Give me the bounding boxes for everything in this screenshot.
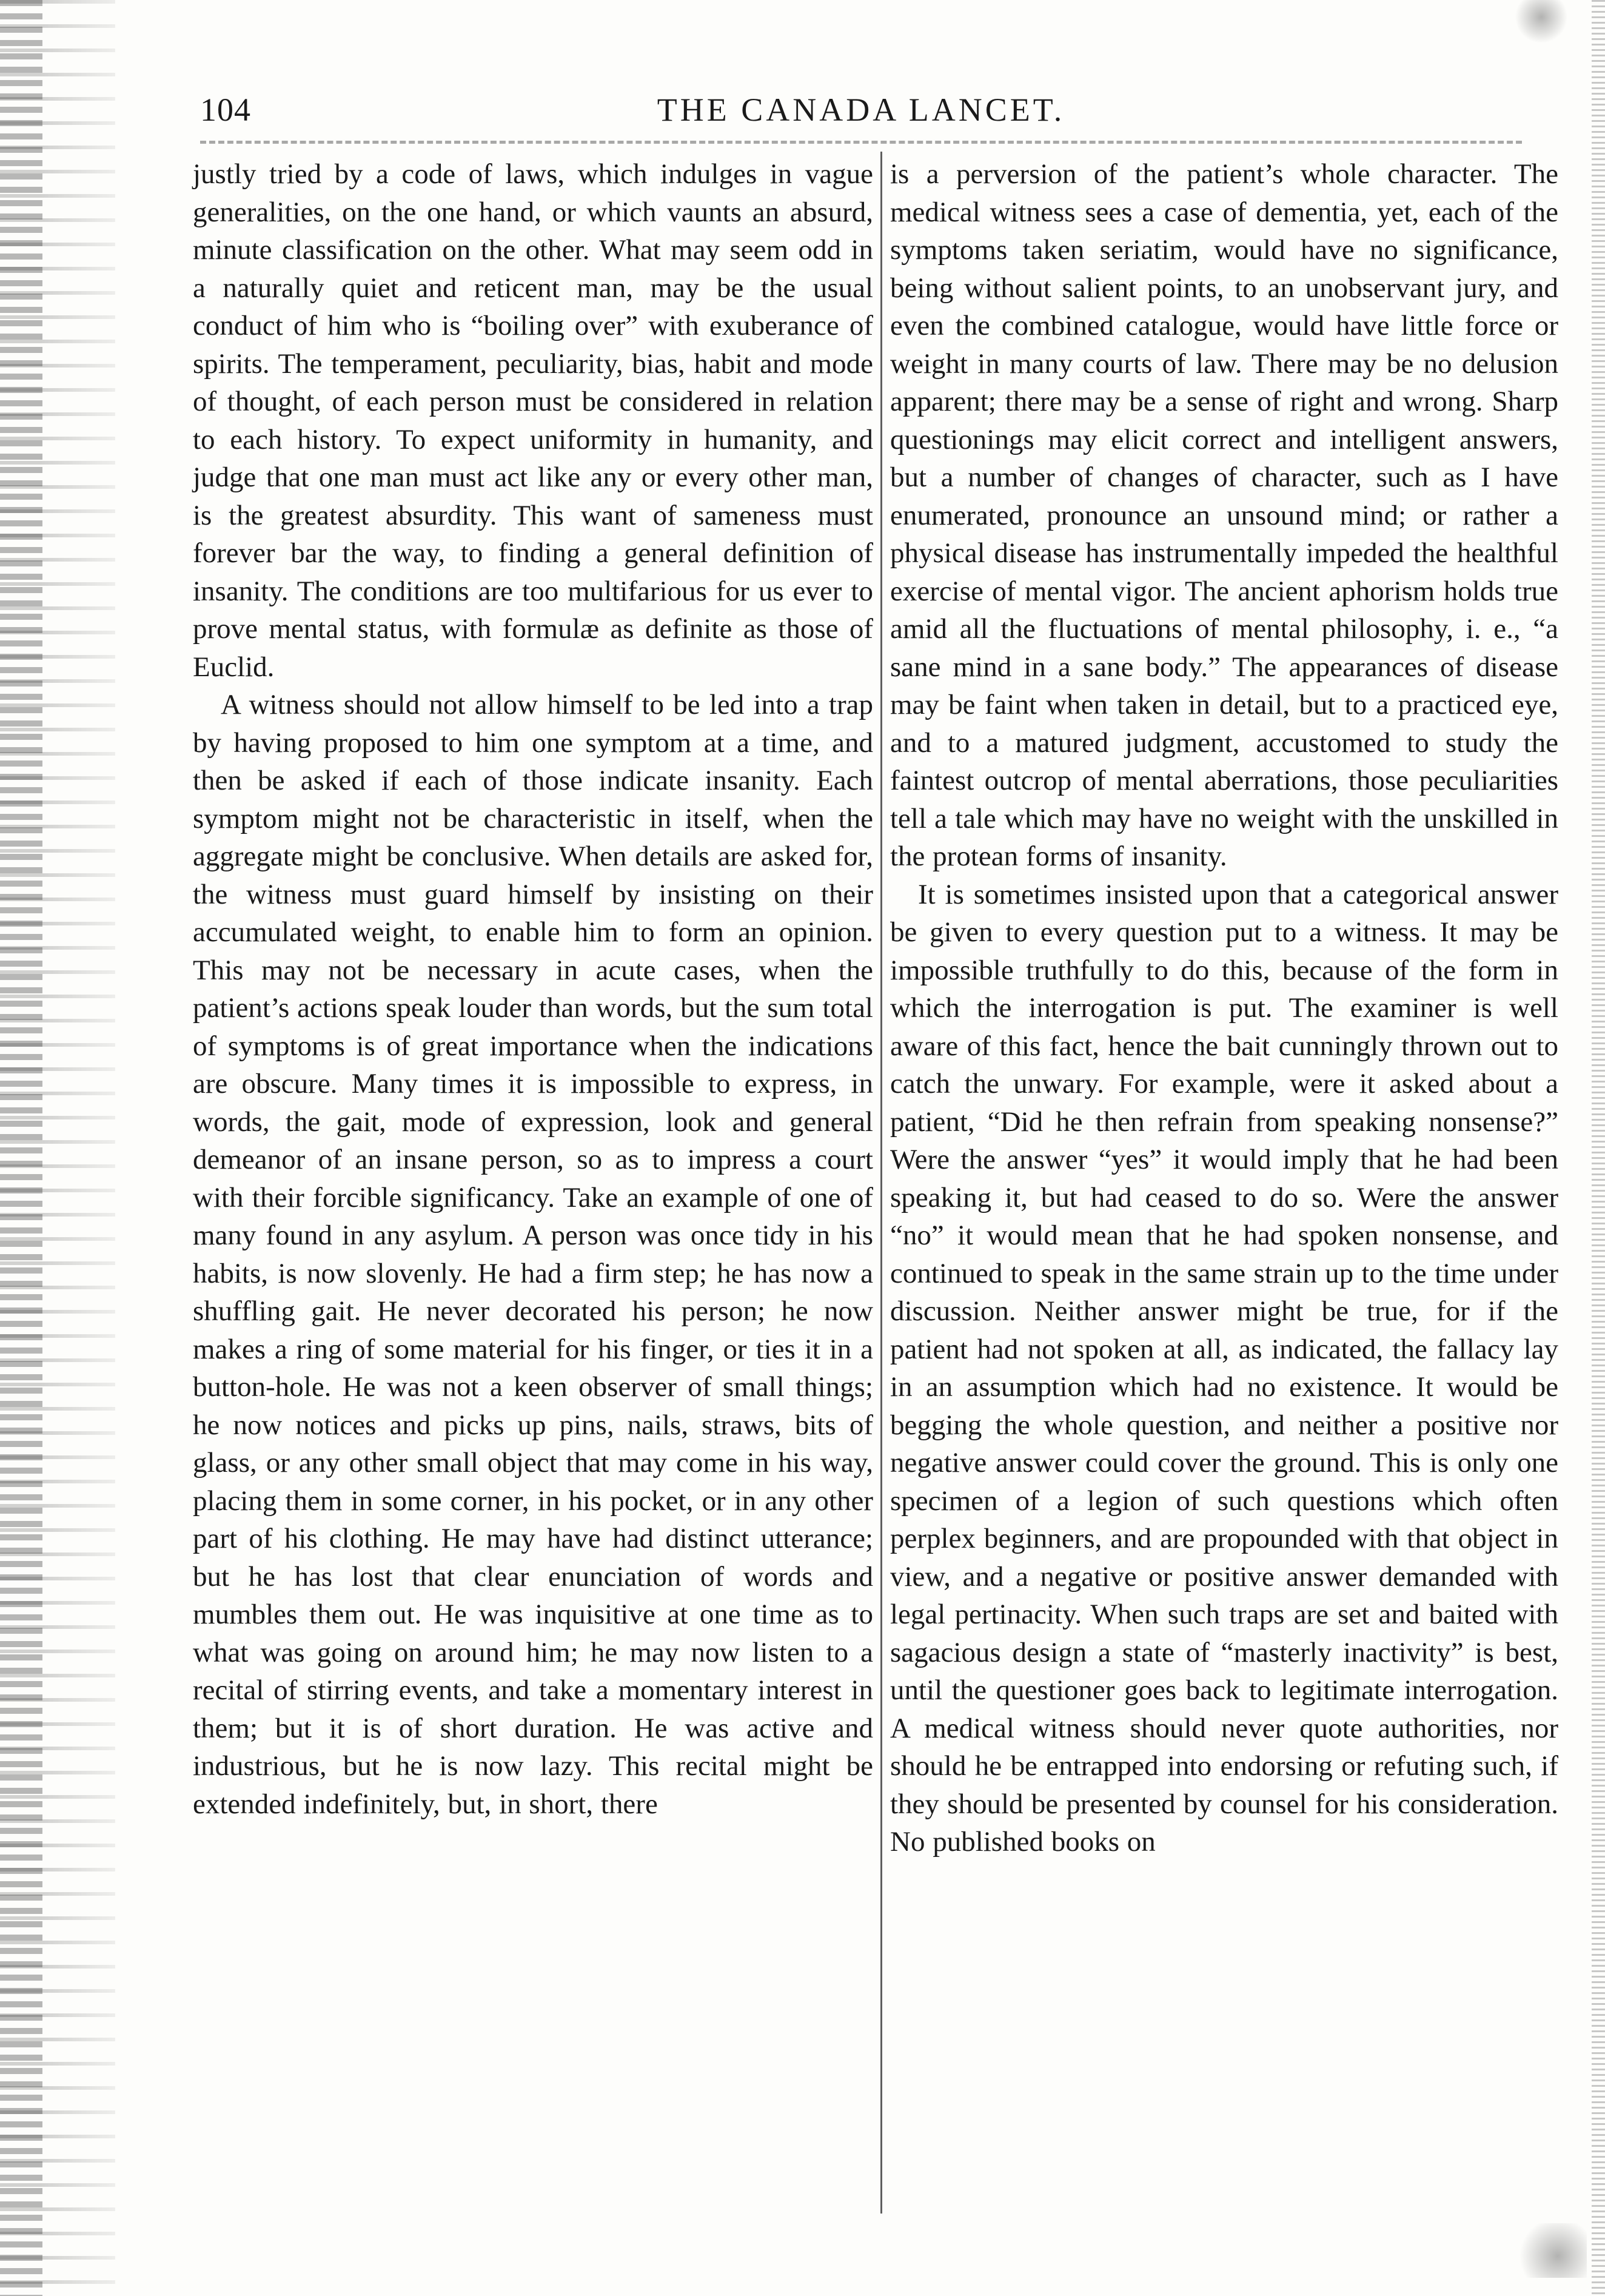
page-header bbox=[200, 91, 1522, 146]
page-number: 104 bbox=[200, 92, 251, 128]
corner-smudge-bottom bbox=[1514, 2223, 1587, 2278]
corner-smudge bbox=[1514, 0, 1569, 42]
right-paragraph-2: It is sometimes insisted upon that a categorical answer be given to every question put to a witness. It may be impossible truthfully to do this, because of the form in which the interrogation is put. The examiner is well aware of this fact, hence the bait cunningly thrown out to catch the unwary. For example, were it asked about a patient, “Did he then refrain from speaking nonsense?” Were the answer “yes” it would imply that he had been speaking it, but had ceased to do so. Were the answer “no” it would mean that he had spoken nonsense, and continued to speak in the same strain up to the time under discussion. Neither answer might be true, for if the patient had not spoken at all, as indicated, the fallacy lay in an assumption which had no existence. It would be begging the whole question, and neither a positive nor negative answer could cover the ground. This is only one specimen of a legion of such questions which often perplex beginners, and are propounded with that object in view, and a negative or positive answer demanded with legal pertinacity. When such traps are set and baited with sagacious design a state of “masterly inactivity” is best, until the questioner goes back to legitimate interrogation. A medical witness should never quote authorities, nor should he be entrapped into endorsing or refuting such, if they should be presented by counsel for his consideration. No published books on bbox=[890, 878, 1558, 1858]
left-paragraph-1: justly tried by a code of laws, which indulges in vague generalities, on the one hand, or which vaunts an absurd, minute classification on the other. What may seem odd in a naturally quiet and reticent man, may be the usual conduct of him who is “boiling over” with exuberance of spirits. The temperament, peculiarity, bias, habit and mode of thought, of each person must be considered in relation to each history. To expect uniformity in humanity, and judge that one man must act like any or every other man, is the greatest absurdity. This want of sameness must forever bar the way, to finding a general definition of insanity. The conditions are too multifarious for us ever to prove mental status, with formulæ as definite as those of Euclid. bbox=[193, 158, 873, 683]
binding-edge bbox=[0, 0, 42, 2296]
left-column bbox=[193, 155, 873, 1823]
journal-title: THE CANADA LANCET. bbox=[657, 92, 1065, 128]
header-rule bbox=[200, 141, 1522, 144]
right-column bbox=[890, 155, 1558, 1861]
left-paragraph-2: A witness should not allow himself to be led into a trap by having proposed to him one symptom at a time, and then be asked if each of those indicate insanity. Each symptom might not be characteristic in itself, when the aggregate might be conclusive. When details are asked for, the witness must guard himself by insisting on their accumulated weight, to enable him to form an opinion. This may not be necessary in acute cases, when the patient’s actions speak louder than words, but the sum total of symptoms is of great importance when the indications are obscure. Many times it is impossible to express, in words, the gait, mode of expression, look and general demeanor of an insane person, so as to impress a court with their forcible significancy. Take an example of one of many found in any asylum. A person was once tidy in his habits, is now slovenly. He had a firm step; he has now a shuffling gait. He never decorated his person; he now makes a ring of some material for his finger, or ties it in a button-hole. He was not a keen observer of small things; he now notices and picks up pins, nails, straws, bits of glass, or any other small object that may come in his way, placing them in some corner, in his pocket, or in any other part of his clothing. He may have had distinct utterance; but he has lost that clear enunciation of words and mumbles them out. He was inquisitive at one time as to what was going on around him; he may now listen to a recital of stirring events, and take a momentary interest in them; but it is of short duration. He was active and industrious, but he is now lazy. This recital might be extended indefinitely, but, in short, there bbox=[193, 689, 873, 1820]
right-paragraph-1: is a perversion of the patient’s whole character. The medical witness sees a case of dementia, yet, each of the symptoms taken seriatim, would have no significance, being without salient points, to an unobservant jury, and even the combined catalogue, would have little force or weight in many courts of law. There may be no delusion apparent; there may be a sense of right and wrong. Sharp questionings may elicit correct and intelligent answers, but a number of changes of character, such as I have enumerated, pronounce an unsound mind; or rather a physical disease has instrumentally impeded the healthful exercise of mental vigor. The ancient aphorism holds true amid all the fluctuations of mental philosophy, i. e., “a sane mind in a sane body.” The appearances of disease may be faint when taken in detail, but to a practiced eye, and to a matured judgment, accustomed to study the faintest outcrop of mental aberrations, those peculiarities tell a tale which may have no weight with the unskilled in the protean forms of insanity. bbox=[890, 158, 1558, 872]
page-right-edge bbox=[1592, 0, 1605, 2296]
column-divider bbox=[880, 152, 882, 2214]
